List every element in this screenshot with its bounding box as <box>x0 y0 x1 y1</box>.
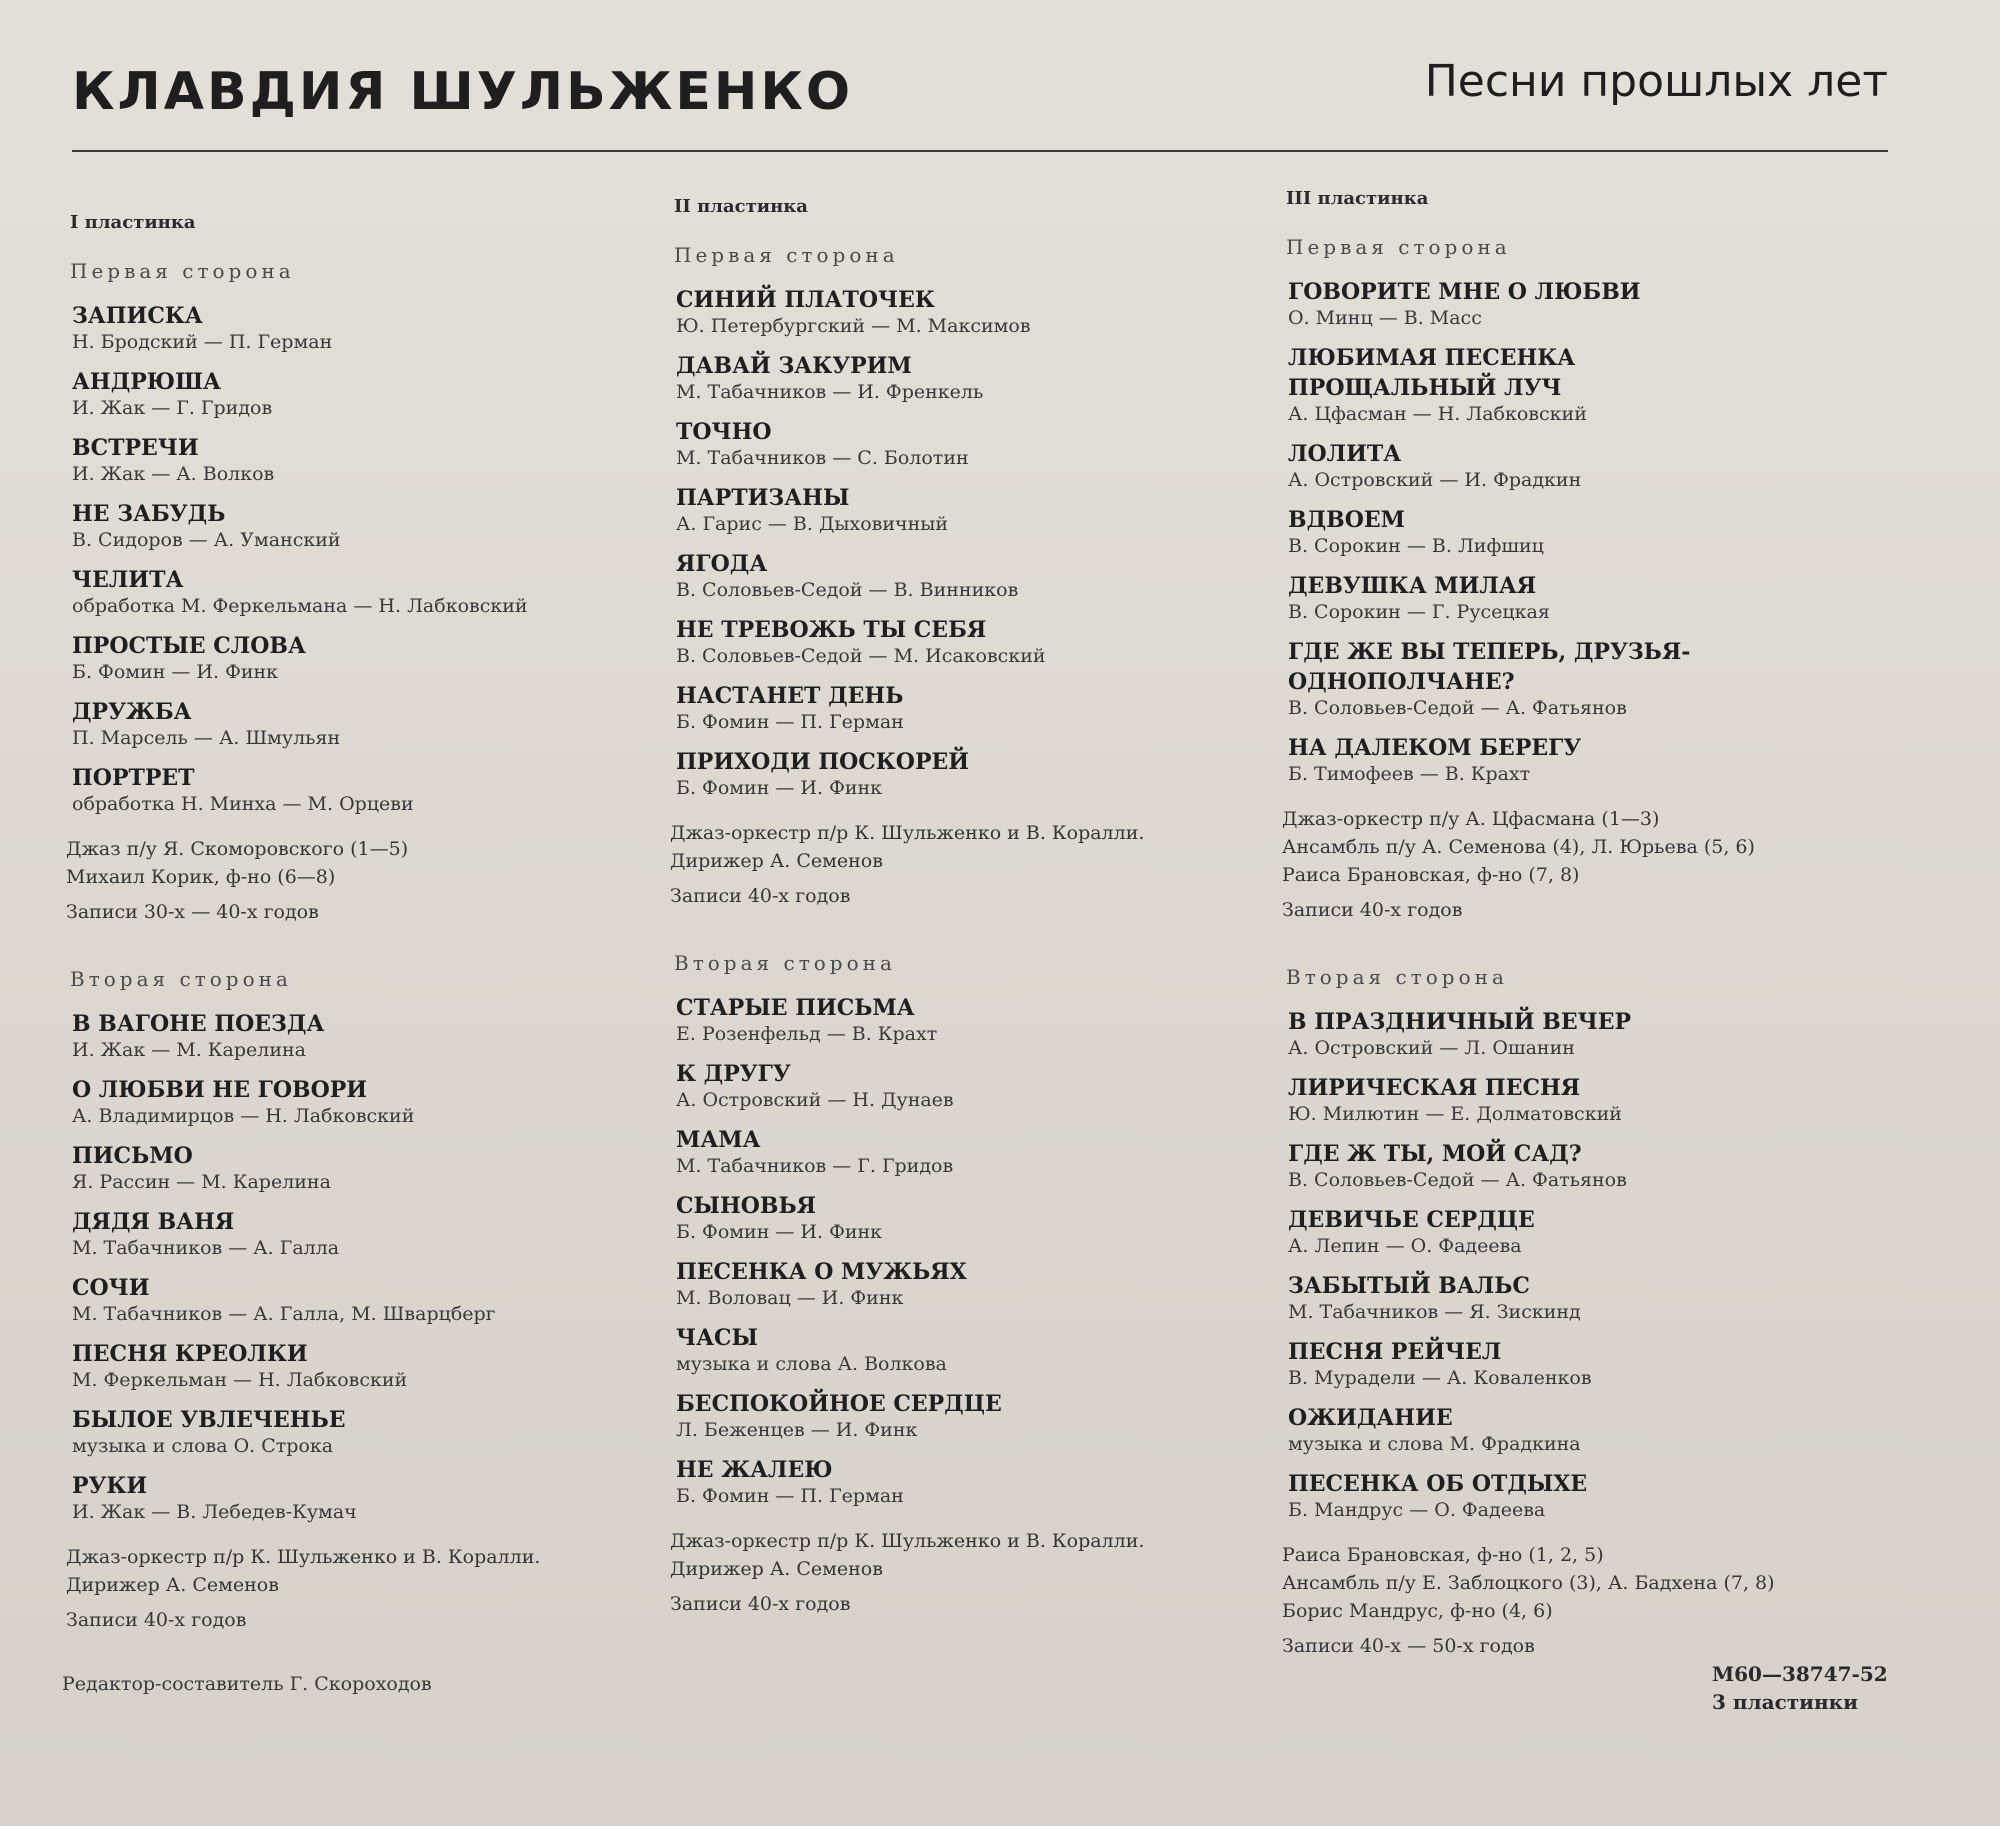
song-entry <box>72 697 662 749</box>
song-credit: А. Островский — Л. Ошанин <box>1288 1037 1575 1059</box>
song-entry <box>676 615 1266 667</box>
song-entry <box>1288 505 1878 557</box>
song-title: ТОЧНО <box>676 419 772 445</box>
song-entry <box>72 499 662 551</box>
performer-note: Джаз-оркестр п/р К. Шульженко и В. Коралли. <box>66 1546 541 1568</box>
song-credit: Б. Тимофеев — В. Крахт <box>1288 763 1531 785</box>
disc-column-1 <box>62 212 662 1675</box>
song-entry <box>1288 343 1878 425</box>
song-entry <box>676 1257 1266 1309</box>
catalog-block <box>1712 1660 1888 1716</box>
performer-notes <box>66 1543 662 1599</box>
song-entry <box>72 1339 662 1391</box>
song-title: ПОРТРЕТ <box>72 765 195 791</box>
song-title: ПРИХОДИ ПОСКОРЕЙ <box>676 749 970 775</box>
side-title: Первая сторона <box>674 243 899 267</box>
performer-note: Джаз п/у Я. Скоморовского (1—5) <box>66 838 409 860</box>
song-title: НАСТАНЕТ ДЕНЬ <box>676 683 904 709</box>
song-credit: Ю. Милютин — Е. Долматовский <box>1288 1103 1622 1125</box>
song-credit: Б. Мандрус — О. Фадеева <box>1288 1499 1546 1521</box>
song-credit: музыка и слова М. Фрадкина <box>1288 1433 1581 1455</box>
song-entry <box>676 417 1266 469</box>
song-title: ЯГОДА <box>676 551 768 577</box>
performer-notes <box>670 1527 1266 1583</box>
song-entry <box>1288 1205 1878 1257</box>
song-credit: В. Соловьев-Седой — А. Фатьянов <box>1288 1169 1627 1191</box>
song-title: ДРУЖБА <box>72 699 192 725</box>
song-title: ПАРТИЗАНЫ <box>676 485 850 511</box>
song-credit: И. Жак — А. Волков <box>72 463 275 485</box>
song-credit: Б. Фомин — И. Финк <box>676 1221 883 1243</box>
side-title: Первая сторона <box>1286 235 1511 259</box>
performer-note: Раиса Брановская, ф-но (1, 2, 5) <box>1282 1544 1604 1566</box>
song-entry <box>676 747 1266 799</box>
performer-note: Михаил Корик, ф-но (6—8) <box>66 866 336 888</box>
song-entry <box>72 1405 662 1457</box>
disc-label: II пластинка <box>674 196 808 217</box>
song-credit: М. Табачников — Я. Зискинд <box>1288 1301 1581 1323</box>
song-title: ЗАБЫТЫЙ ВАЛЬС <box>1288 1273 1530 1299</box>
recording-years: Записи 40-х — 50-х годов <box>1282 1635 1535 1657</box>
song-credit: А. Лепин — О. Фадеева <box>1288 1235 1522 1257</box>
song-entry <box>676 1323 1266 1375</box>
song-credit: М. Воловац — И. Финк <box>676 1287 904 1309</box>
song-credit: обработка М. Феркельмана — Н. Лабковский <box>72 595 528 617</box>
song-title: ВСТРЕЧИ <box>72 435 199 461</box>
song-credit: Б. Фомин — П. Герман <box>676 1485 904 1507</box>
song-entry <box>676 681 1266 733</box>
song-entry <box>1288 571 1878 623</box>
performer-note: Борис Мандрус, ф-но (4, 6) <box>1282 1600 1553 1622</box>
performer-note: Джаз-оркестр п/у А. Цфасмана (1—3) <box>1282 808 1660 830</box>
song-entry <box>1288 733 1878 785</box>
disc-label: III пластинка <box>1286 188 1429 209</box>
song-title: ПЕСНЯ КРЕОЛКИ <box>72 1341 308 1367</box>
song-title: СТАРЫЕ ПИСЬМА <box>676 995 915 1021</box>
song-credit: И. Жак — Г. Гридов <box>72 397 273 419</box>
song-credit: М. Табачников — И. Френкель <box>676 381 984 403</box>
song-credit: В. Сидоров — А. Уманский <box>72 529 341 551</box>
song-entry <box>1288 1403 1878 1455</box>
performer-notes <box>670 819 1266 875</box>
song-credit: А. Владимирцов — Н. Лабковский <box>72 1105 415 1127</box>
recording-years: Записи 40-х годов <box>1282 899 1463 921</box>
song-title: БЫЛОЕ УВЛЕЧЕНЬЕ <box>72 1407 346 1433</box>
song-entry <box>676 1059 1266 1111</box>
song-entry <box>676 993 1266 1045</box>
recording-years: Записи 30-х — 40-х годов <box>66 901 319 923</box>
side-title: Вторая сторона <box>70 967 292 991</box>
song-title: ГОВОРИТЕ МНЕ О ЛЮБВИ <box>1288 279 1641 305</box>
header-divider <box>72 150 1888 152</box>
song-entry <box>72 1471 662 1523</box>
song-entry <box>72 301 662 353</box>
song-title: ПЕСНЯ РЕЙЧЕЛ <box>1288 1339 1502 1365</box>
side-title: Вторая сторона <box>674 951 896 975</box>
side-title: Первая сторона <box>70 259 295 283</box>
song-credit: М. Феркельман — Н. Лабковский <box>72 1369 408 1391</box>
song-title: В ПРАЗДНИЧНЫЙ ВЕЧЕР <box>1288 1009 1632 1035</box>
song-credit: Я. Рассин — М. Карелина <box>72 1171 331 1193</box>
song-credit: Б. Фомин — П. Герман <box>676 711 904 733</box>
song-credit: П. Марсель — А. Шмульян <box>72 727 341 749</box>
song-title: ДЕВИЧЬЕ СЕРДЦЕ <box>1288 1207 1535 1233</box>
song-credit: И. Жак — В. Лебедев-Кумач <box>72 1501 357 1523</box>
song-title: НЕ ТРЕВОЖЬ ТЫ СЕБЯ <box>676 617 987 643</box>
song-title: ПЕСЕНКА О МУЖЬЯХ <box>676 1259 967 1285</box>
song-credit: М. Табачников — С. Болотин <box>676 447 969 469</box>
song-title: СЫНОВЬЯ <box>676 1193 817 1219</box>
song-credit: Б. Фомин — И. Финк <box>676 777 883 799</box>
song-credit: обработка Н. Минха — М. Орцеви <box>72 793 414 815</box>
song-entry <box>1288 1337 1878 1389</box>
song-credit: В. Сорокин — В. Лифшиц <box>1288 535 1544 557</box>
song-title: ОЖИДАНИЕ <box>1288 1405 1453 1431</box>
album-title: Песни прошлых лет <box>1424 56 1888 107</box>
song-title: ЛЮБИМАЯ ПЕСЕНКА ПРОЩАЛЬНЫЙ ЛУЧ <box>1288 345 1576 401</box>
disc-label: I пластинка <box>70 212 196 233</box>
artist-name: КЛАВДИЯ ШУЛЬЖЕНКО <box>72 62 854 122</box>
performer-note: Дирижер А. Семенов <box>66 1574 279 1596</box>
song-entry <box>1288 637 1878 719</box>
performer-note: Раиса Брановская, ф-но (7, 8) <box>1282 864 1580 886</box>
song-entry <box>676 1125 1266 1177</box>
song-entry <box>676 549 1266 601</box>
song-entry <box>72 367 662 419</box>
song-title: ДАВАЙ ЗАКУРИМ <box>676 353 912 379</box>
song-entry <box>676 351 1266 403</box>
song-entry <box>1288 1073 1878 1125</box>
performer-note: Ансамбль п/у Е. Заблоцкого (3), А. Бадхена (7, 8) <box>1282 1572 1775 1594</box>
song-credit: В. Сорокин — Г. Русецкая <box>1288 601 1550 623</box>
song-entry <box>676 1191 1266 1243</box>
song-title: ПИСЬМО <box>72 1143 193 1169</box>
song-title: ГДЕ ЖЕ ВЫ ТЕПЕРЬ, ДРУЗЬЯ-ОДНОПОЛЧАНЕ? <box>1288 639 1691 695</box>
song-title: СИНИЙ ПЛАТОЧЕК <box>676 287 935 313</box>
song-entry <box>72 1207 662 1259</box>
song-title: ЧЕЛИТА <box>72 567 184 593</box>
performer-notes <box>1282 1541 1878 1625</box>
song-entry <box>676 1455 1266 1507</box>
song-credit: В. Соловьев-Седой — А. Фатьянов <box>1288 697 1627 719</box>
song-title: ЧАСЫ <box>676 1325 758 1351</box>
song-credit: М. Табачников — А. Галла <box>72 1237 340 1259</box>
song-title: НА ДАЛЕКОМ БЕРЕГУ <box>1288 735 1582 761</box>
song-title: АНДРЮША <box>72 369 221 395</box>
song-entry <box>72 631 662 683</box>
song-credit: А. Цфасман — Н. Лабковский <box>1288 403 1587 425</box>
song-entry <box>676 483 1266 535</box>
song-title: РУКИ <box>72 1473 148 1499</box>
performer-note: Джаз-оркестр п/р К. Шульженко и В. Коралли. <box>670 1530 1145 1552</box>
song-credit: Б. Фомин — И. Финк <box>72 661 279 683</box>
recording-years: Записи 40-х годов <box>670 1593 851 1615</box>
song-entry <box>72 1273 662 1325</box>
song-title: В ВАГОНЕ ПОЕЗДА <box>72 1011 325 1037</box>
song-title: БЕСПОКОЙНОЕ СЕРДЦЕ <box>676 1391 1002 1417</box>
editor-credit: Редактор-составитель Г. Скороходов <box>62 1673 432 1695</box>
song-credit: Н. Бродский — П. Герман <box>72 331 333 353</box>
song-title: ДЕВУШКА МИЛАЯ <box>1288 573 1537 599</box>
song-credit: О. Минц — В. Масс <box>1288 307 1482 329</box>
performer-notes <box>66 835 662 891</box>
performer-note: Джаз-оркестр п/р К. Шульженко и В. Коралли. <box>670 822 1145 844</box>
song-entry <box>1288 1007 1878 1059</box>
performer-note: Дирижер А. Семенов <box>670 1558 883 1580</box>
song-credit: М. Табачников — Г. Гридов <box>676 1155 954 1177</box>
song-credit: Ю. Петербургский — М. Максимов <box>676 315 1031 337</box>
performer-notes <box>1282 805 1878 889</box>
recording-years: Записи 40-х годов <box>66 1609 247 1631</box>
song-entry <box>72 1075 662 1127</box>
song-credit: В. Соловьев-Седой — М. Исаковский <box>676 645 1046 667</box>
song-credit: Е. Розенфельд — В. Крахт <box>676 1023 938 1045</box>
song-credit: Л. Беженцев — И. Финк <box>676 1419 918 1441</box>
song-entry <box>1288 1139 1878 1191</box>
catalog-number: М60—38747-52 <box>1712 1662 1888 1686</box>
song-entry <box>676 1389 1266 1441</box>
song-entry <box>72 1141 662 1193</box>
song-entry <box>72 1009 662 1061</box>
song-title: О ЛЮБВИ НЕ ГОВОРИ <box>72 1077 368 1103</box>
song-title: ГДЕ Ж ТЫ, МОЙ САД? <box>1288 1141 1582 1167</box>
song-entry <box>72 565 662 617</box>
song-entry <box>1288 1469 1878 1521</box>
song-credit: А. Островский — И. Фрадкин <box>1288 469 1582 491</box>
song-entry <box>1288 277 1878 329</box>
performer-note: Дирижер А. Семенов <box>670 850 883 872</box>
song-credit: В. Соловьев-Седой — В. Винников <box>676 579 1019 601</box>
disc-count: 3 пластинки <box>1712 1690 1858 1714</box>
song-title: ЛИРИЧЕСКАЯ ПЕСНЯ <box>1288 1075 1581 1101</box>
song-credit: И. Жак — М. Карелина <box>72 1039 306 1061</box>
recording-years: Записи 40-х годов <box>670 885 851 907</box>
disc-column-2 <box>666 196 1266 1659</box>
song-title: ПЕСЕНКА ОБ ОТДЫХЕ <box>1288 1471 1588 1497</box>
song-title: СОЧИ <box>72 1275 150 1301</box>
song-title: ЗАПИСКА <box>72 303 203 329</box>
song-credit: В. Мурадели — А. Коваленков <box>1288 1367 1592 1389</box>
song-credit: А. Гарис — В. Дыховичный <box>676 513 949 535</box>
song-title: НЕ ЖАЛЕЮ <box>676 1457 833 1483</box>
song-credit: А. Островский — Н. Дунаев <box>676 1089 954 1111</box>
song-entry <box>72 433 662 485</box>
performer-note: Ансамбль п/у А. Семенова (4), Л. Юрьева (5, 6) <box>1282 836 1755 858</box>
song-title: ВДВОЕМ <box>1288 507 1406 533</box>
song-title: МАМА <box>676 1127 761 1153</box>
song-credit: М. Табачников — А. Галла, М. Шварцберг <box>72 1303 496 1325</box>
disc-column-3 <box>1278 188 1878 1701</box>
song-title: ДЯДЯ ВАНЯ <box>72 1209 235 1235</box>
song-title: ПРОСТЫЕ СЛОВА <box>72 633 306 659</box>
song-entry <box>1288 1271 1878 1323</box>
song-entry <box>72 763 662 815</box>
song-title: НЕ ЗАБУДЬ <box>72 501 226 527</box>
song-entry <box>1288 439 1878 491</box>
song-title: К ДРУГУ <box>676 1061 791 1087</box>
song-title: ЛОЛИТА <box>1288 441 1402 467</box>
song-credit: музыка и слова О. Строка <box>72 1435 334 1457</box>
song-entry <box>676 285 1266 337</box>
song-credit: музыка и слова А. Волкова <box>676 1353 947 1375</box>
side-title: Вторая сторона <box>1286 965 1508 989</box>
